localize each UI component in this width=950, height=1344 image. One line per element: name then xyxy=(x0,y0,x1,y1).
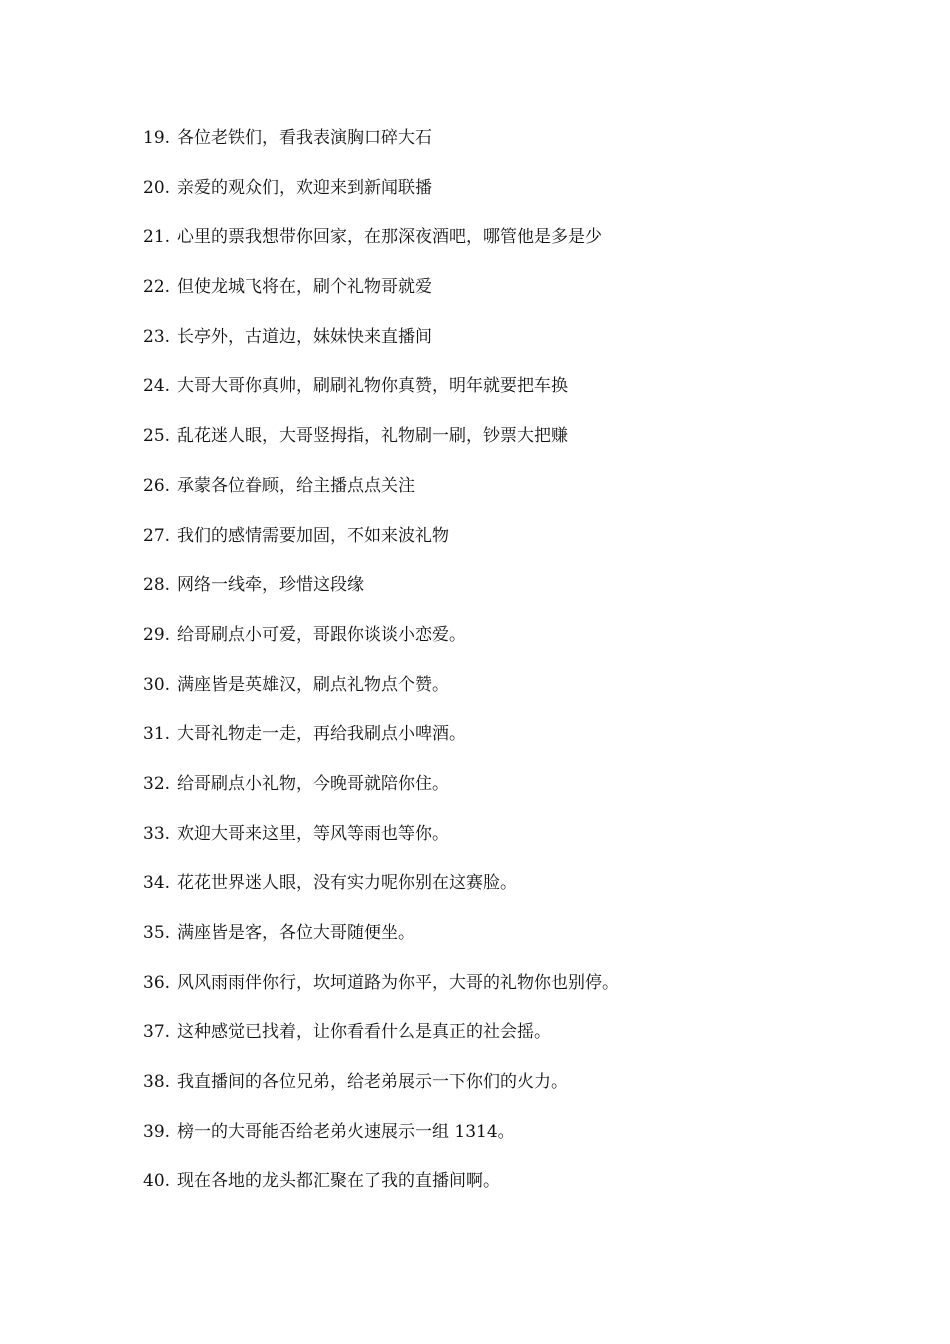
item-number: 22. xyxy=(143,277,171,298)
item-number: 31. xyxy=(143,724,171,745)
list-item xyxy=(143,770,903,820)
item-number: 28. xyxy=(143,575,171,596)
item-number: 29. xyxy=(143,624,171,645)
list-item xyxy=(143,1167,903,1217)
item-text: 大哥大哥你真帅，刷刷礼物你真赞，明年就要把车换 xyxy=(177,376,568,397)
list-item xyxy=(143,124,903,174)
item-text: 满座皆是英雄汉，刷点礼物点个赞。 xyxy=(177,674,449,695)
list-item xyxy=(143,820,903,870)
list-item xyxy=(143,1118,903,1168)
item-text: 这种感觉已找着，让你看看什么是真正的社会摇。 xyxy=(177,1022,551,1043)
list-item xyxy=(143,223,903,273)
item-number: 27. xyxy=(143,525,171,546)
list-item xyxy=(143,422,903,472)
item-number: 33. xyxy=(143,823,171,844)
item-number: 19. xyxy=(143,128,171,148)
list-item xyxy=(143,273,903,323)
item-text: 承蒙各位眷顾，给主播点点关注 xyxy=(177,475,415,496)
item-text: 花花世界迷人眼，没有实力呢你别在这赛脸。 xyxy=(177,873,517,894)
item-number: 25. xyxy=(143,426,171,447)
list-item xyxy=(143,174,903,224)
item-text: 亲爱的观众们，欢迎来到新闻联播 xyxy=(177,177,432,198)
item-number: 32. xyxy=(143,773,171,794)
item-number: 38. xyxy=(143,1072,171,1093)
item-text: 我们的感情需要加固，不如来波礼物 xyxy=(177,525,449,546)
item-text: 我直播间的各位兄弟，给老弟展示一下你们的火力。 xyxy=(177,1072,568,1093)
item-text: 网络一线牵，珍惜这段缘 xyxy=(177,575,364,596)
item-number: 35. xyxy=(143,923,171,943)
item-text: 现在各地的龙头都汇聚在了我的直播间啊。 xyxy=(177,1171,500,1192)
item-number: 24. xyxy=(143,376,171,397)
list-item xyxy=(143,323,903,373)
item-number: 39. xyxy=(143,1121,171,1142)
list-item xyxy=(143,571,903,621)
item-number: 23. xyxy=(143,326,171,347)
item-text: 但使龙城飞将在，刷个礼物哥就爱 xyxy=(177,277,432,298)
item-number: 21. xyxy=(143,227,171,248)
item-text: 乱花迷人眼，大哥竖拇指，礼物刷一刷，钞票大把赚 xyxy=(177,426,568,447)
list-item xyxy=(143,869,903,919)
item-number: 36. xyxy=(143,972,171,993)
item-text: 给哥刷点小礼物，今晚哥就陪你住。 xyxy=(177,773,449,794)
list-item xyxy=(143,720,903,770)
list-item xyxy=(143,472,903,522)
numbered-list xyxy=(143,124,903,1217)
item-number: 34. xyxy=(143,873,171,894)
item-text: 满座皆是客，各位大哥随便坐。 xyxy=(177,923,415,943)
item-text: 给哥刷点小可爱，哥跟你谈谈小恋爱。 xyxy=(177,624,466,645)
item-text: 榜一的大哥能否给老弟火速展示一组 1314。 xyxy=(177,1121,515,1142)
item-text: 心里的票我想带你回家，在那深夜酒吧，哪管他是多是少 xyxy=(177,227,602,248)
item-number: 40. xyxy=(143,1171,171,1192)
list-item xyxy=(143,919,903,969)
list-item xyxy=(143,969,903,1019)
item-number: 20. xyxy=(143,177,171,198)
list-item xyxy=(143,1018,903,1068)
list-item xyxy=(143,671,903,721)
item-text: 各位老铁们，看我表演胸口碎大石 xyxy=(177,128,432,148)
list-item xyxy=(143,372,903,422)
list-item xyxy=(143,621,903,671)
list-item xyxy=(143,522,903,572)
item-text: 长亭外，古道边，妹妹快来直播间 xyxy=(177,326,432,347)
item-number: 26. xyxy=(143,475,171,496)
item-number: 37. xyxy=(143,1022,171,1043)
item-text: 风风雨雨伴你行，坎坷道路为你平，大哥的礼物你也别停。 xyxy=(177,972,619,993)
item-number: 30. xyxy=(143,674,171,695)
list-item xyxy=(143,1068,903,1118)
item-text: 欢迎大哥来这里，等风等雨也等你。 xyxy=(177,823,449,844)
item-text: 大哥礼物走一走，再给我刷点小啤酒。 xyxy=(177,724,466,745)
